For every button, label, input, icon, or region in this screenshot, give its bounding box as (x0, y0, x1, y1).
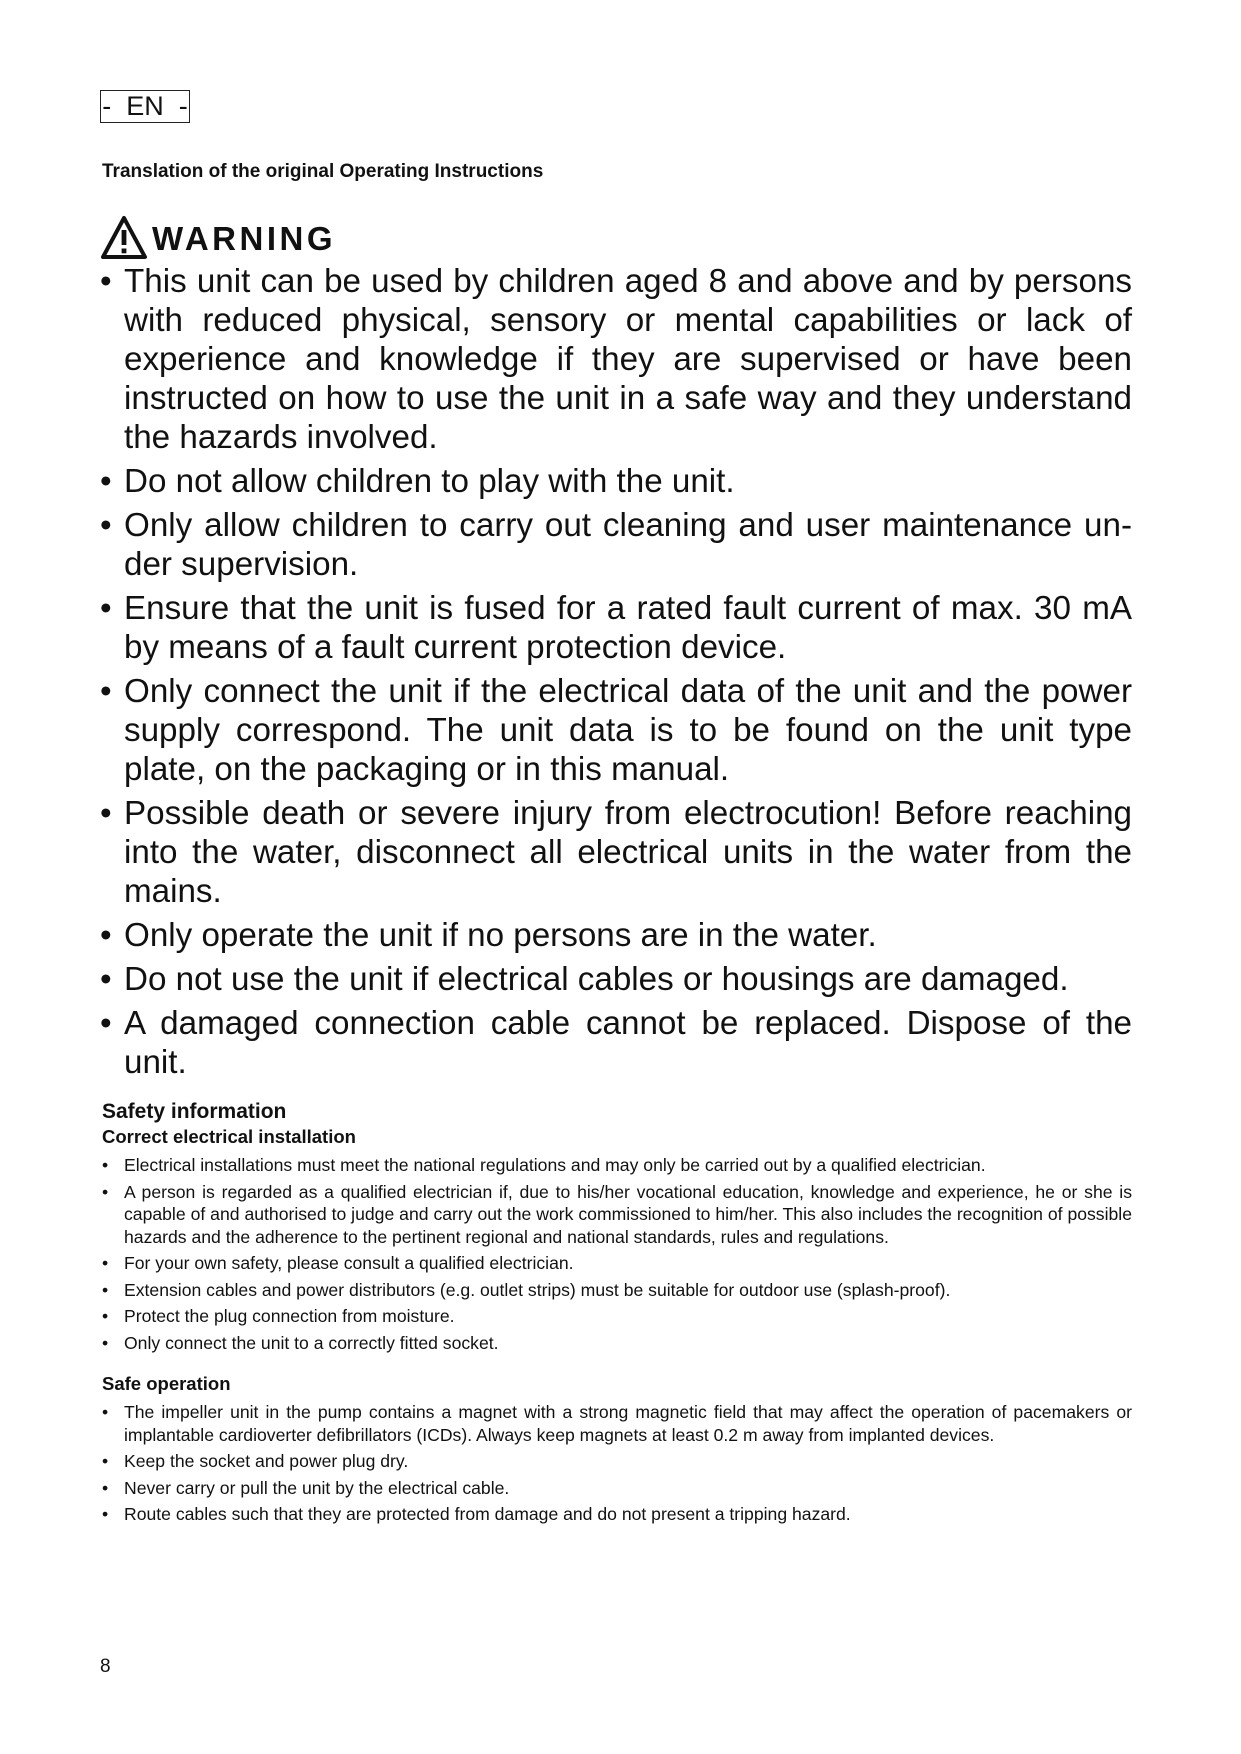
warning-triangle-icon (100, 215, 148, 261)
safety-information-heading: Safety information (102, 1100, 287, 1123)
list-item: • Electrical installations must meet the national regulations and may only be carried out by a qualified electrician. (102, 1154, 1132, 1177)
document-subtitle: Translation of the original Operating Instructions (102, 161, 544, 182)
warning-list (100, 262, 1132, 1087)
safety-information-section (102, 1100, 1132, 1530)
warning-item: • This unit can be used by children aged 8 and above and by persons with reduced physical, sensory or mental capabilities or lack of experience and knowledge if they are supervised or have been instructed on how to use the unit in a safe way and they understand the hazards involved. (100, 262, 1132, 457)
warning-item: • Do not use the unit if electrical cables or housings are damaged. (100, 960, 1132, 999)
warning-item: • Do not allow children to play with the unit. (100, 462, 1132, 501)
language-indicator: - EN - (100, 90, 190, 123)
page-number: 8 (100, 1656, 111, 1677)
warning-item: • Only connect the unit if the electrical data of the unit and the power supply correspond. The unit data is to be found on the unit type plate, on the packaging or in this manual. (100, 672, 1132, 789)
list-item: • Only connect the unit to a correctly fitted socket. (102, 1332, 1132, 1355)
list-item: • Never carry or pull the unit by the electrical cable. (102, 1477, 1132, 1500)
electrical-installation-list (102, 1154, 1132, 1354)
warning-item: • A damaged connection cable cannot be replaced. Dispose of the unit. (100, 1004, 1132, 1082)
list-item: • A person is regarded as a qualified electrician if, due to his/her vocational education, knowledge and experience, he or she is capable of and authorised to judge and carry out the work commissioned to him/her. This also includes the recognition of possible hazards and the adherence to the pertinent regional and national standards, rules and regulations. (102, 1181, 1132, 1249)
warning-item: • Only allow children to carry out cleaning and user maintenance under supervision. (100, 506, 1132, 584)
warning-item: • Possible death or severe injury from electrocution! Before reaching into the water, disconnect all electrical units in the water from the mains. (100, 794, 1132, 911)
list-item: • Protect the plug connection from moisture. (102, 1305, 1132, 1328)
list-item: • The impeller unit in the pump contains a magnet with a strong magnetic field that may affect the operation of pacemakers or implantable cardioverter defibrillators (ICDs). Always keep magnets at least 0.2 m away from implanted devices. (102, 1401, 1132, 1446)
list-item: • Route cables such that they are protected from damage and do not present a tripping hazard. (102, 1503, 1132, 1526)
warning-item: • Only operate the unit if no persons are in the water. (100, 916, 1132, 955)
warning-item: • Ensure that the unit is fused for a rated fault current of max. 30 mA by means of a fault current protection device. (100, 589, 1132, 667)
list-item: • For your own safety, please consult a qualified electrician. (102, 1252, 1132, 1275)
warning-heading (100, 205, 336, 261)
safe-operation-list (102, 1401, 1132, 1526)
list-item: • Extension cables and power distributors (e.g. outlet strips) must be suitable for outdoor use (splash-proof). (102, 1279, 1132, 1302)
electrical-installation-heading: Correct electrical installation (102, 1126, 356, 1147)
warning-title: WARNING (152, 220, 336, 257)
list-item: • Keep the socket and power plug dry. (102, 1450, 1132, 1473)
safe-operation-heading: Safe operation (102, 1373, 231, 1394)
